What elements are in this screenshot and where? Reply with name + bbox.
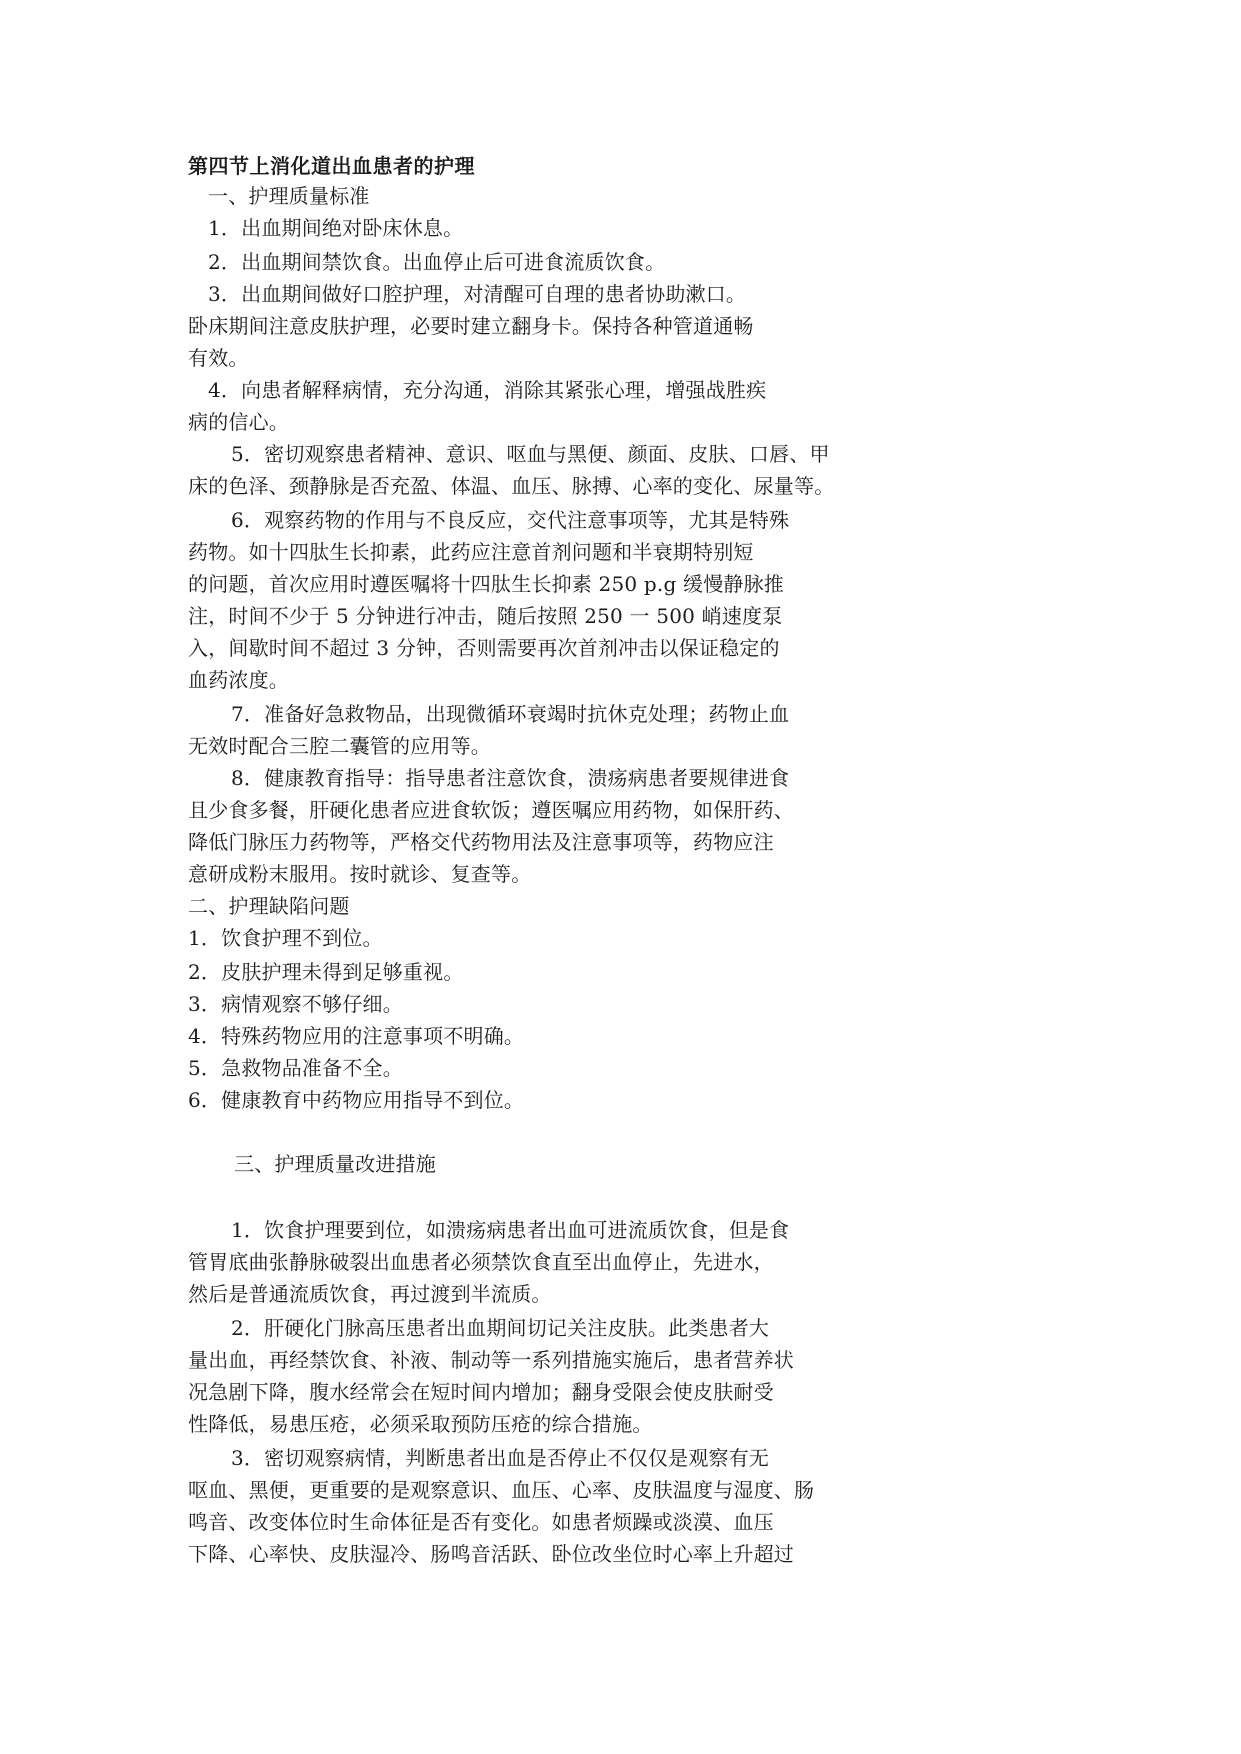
- list-item: 6．健康教育中药物应用指导不到位。: [188, 1088, 525, 1112]
- text-line: 性降低，易患压疮，必须采取预防压疮的综合措施。: [188, 1412, 653, 1436]
- list-item: 2．皮肤护理未得到足够重视。: [188, 960, 464, 984]
- text-line: 血药浓度。: [188, 668, 289, 692]
- text-line: 且少食多餐，肝硬化患者应进食软饭；遵医嘱应用药物，如保肝药、: [188, 798, 794, 822]
- section-heading: 二、护理缺陷问题: [188, 894, 350, 918]
- text-line: 然后是普通流质饮食，再过渡到半流质。: [188, 1282, 552, 1306]
- text-line: 降低门脉压力药物等，严格交代药物用法及注意事项等，药物应注: [188, 830, 774, 854]
- text-line: 病的信心。: [188, 410, 289, 434]
- text-line: 3．密切观察病情，判断患者出血是否停止不仅仅是观察有无: [231, 1446, 770, 1470]
- text-line: 5．密切观察患者精神、意识、呕血与黑便、颜面、皮肤、口唇、甲: [231, 442, 830, 466]
- text-line: 8．健康教育指导：指导患者注意饮食，溃疡病患者要规律进食: [231, 766, 790, 790]
- text-line: 况急剧下降，腹水经常会在短时间内增加；翻身受限会使皮肤耐受: [188, 1380, 774, 1404]
- text-line: 量出血，再经禁饮食、补液、制动等一系列措施实施后，患者营养状: [188, 1348, 794, 1372]
- text-line: 注，时间不少于 5 分钟进行冲击，随后按照 250 一 500 峭速度泵: [188, 604, 783, 628]
- section-heading: 三、护理质量改进措施: [234, 1152, 436, 1176]
- text-line: 床的色泽、颈静脉是否充盈、体温、血压、脉搏、心率的变化、尿量等。: [188, 474, 835, 498]
- text-line: 1．饮食护理要到位，如溃疡病患者出血可进流质饮食，但是食: [231, 1218, 790, 1242]
- text-line: 3．出血期间做好口腔护理，对清醒可自理的患者协助漱口。: [208, 282, 747, 306]
- text-line: 入，间歇时间不超过 3 分钟，否则需要再次首剂冲击以保证稳定的: [188, 636, 780, 660]
- text-line: 鸣音、改变体位时生命体征是否有变化。如患者烦躁或淡漠、血压: [188, 1510, 774, 1534]
- text-line: 无效时配合三腔二囊管的应用等。: [188, 734, 491, 758]
- text-line: 7．准备好急救物品，出现微循环衰竭时抗休克处理；药物止血: [231, 702, 790, 726]
- list-item: 1．饮食护理不到位。: [188, 926, 383, 950]
- section-heading: 一、护理质量标准: [208, 184, 370, 208]
- text-line: 有效。: [188, 346, 249, 370]
- text-line: 的问题，首次应用时遵医嘱将十四肽生长抑素 250 p.g 缓慢静脉推: [188, 572, 785, 596]
- list-item: 4．特殊药物应用的注意事项不明确。: [188, 1024, 525, 1048]
- text-line: 2．出血期间禁饮食。出血停止后可进食流质饮食。: [208, 250, 666, 274]
- document-title: 第四节上消化道出血患者的护理: [188, 154, 475, 178]
- text-line: 2．肝硬化门脉高压患者出血期间切记关注皮肤。此类患者大: [231, 1316, 770, 1340]
- text-line: 6．观察药物的作用与不良反应，交代注意事项等，尤其是特殊: [231, 508, 790, 532]
- text-line: 4．向患者解释病情，充分沟通，消除其紧张心理，增强战胜疾: [208, 378, 767, 402]
- list-item: 3．病情观察不够仔细。: [188, 992, 403, 1016]
- text-line: 呕血、黑便，更重要的是观察意识、血压、心率、皮肤温度与湿度、肠: [188, 1478, 815, 1502]
- text-line: 药物。如十四肽生长抑素，此药应注意首剂问题和半衰期特别短: [188, 540, 754, 564]
- text-line: 管胃底曲张静脉破裂出血患者必须禁饮食直至出血停止，先进水，: [188, 1250, 774, 1274]
- text-line: 下降、心率快、皮肤湿冷、肠鸣音活跃、卧位改坐位时心率上升超过: [188, 1542, 794, 1566]
- text-line: 卧床期间注意皮肤护理，必要时建立翻身卡。保持各种管道通畅: [188, 314, 754, 338]
- text-line: 意研成粉末服用。按时就诊、复查等。: [188, 862, 532, 886]
- list-item: 5．急救物品准备不全。: [188, 1056, 403, 1080]
- text-line: 1．出血期间绝对卧床休息。: [208, 216, 464, 240]
